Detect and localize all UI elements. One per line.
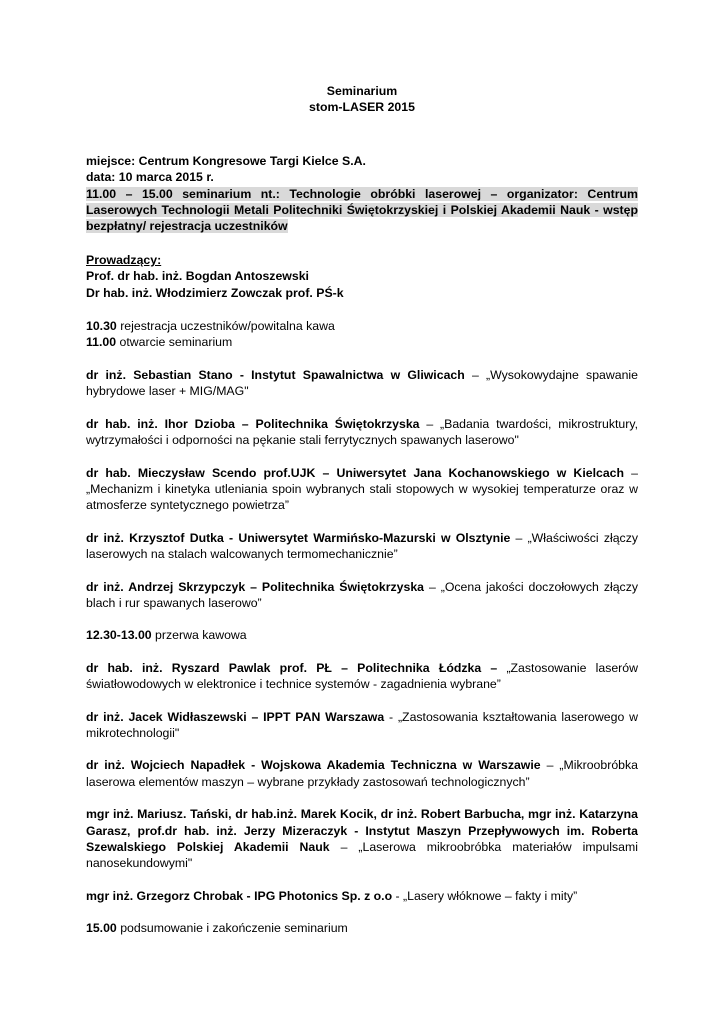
host-name: Prof. dr hab. inż. Bogdan Antoszewski <box>86 269 309 284</box>
break-time: 12.30-13.00 <box>86 628 152 643</box>
hosts-heading: Prowadzący: <box>86 252 162 267</box>
closing-item <box>86 920 638 936</box>
event-place: miejsce: Centrum Kongresowe Targi Kielce S.A. <box>86 153 366 168</box>
document-page <box>86 83 638 937</box>
talk-item <box>86 660 638 693</box>
talk-speaker: dr hab. Mieczysław Scendo prof.UJK – Uniwersytet Jana Kochanowskiego w Kielcach <box>86 465 625 480</box>
talk-title: – „Ocena jakości doczołowych złączy blach i rur spawanych laserowo” <box>86 579 638 610</box>
talk-item <box>86 579 638 612</box>
talk-title: - „Zastosowania kształtowania laserowego w mikrotechnologii" <box>86 709 639 740</box>
talk-speaker: dr hab. inż. Ryszard Pawlak prof. PŁ – Politechnika Łódzka – <box>86 660 498 675</box>
break-item <box>86 627 638 643</box>
talk-item <box>86 367 638 400</box>
talk-title: – „Laserowa mikroobróbka materiałów impulsami nanosekundowymi" <box>86 840 638 871</box>
talk-title: – „Badania twardości, mikrostruktury, wytrzymałości i odporności na pękanie stali ferrytycznych spawanych laserowo" <box>86 416 638 448</box>
talk-speaker: dr inż. Krzysztof Dutka - Uniwersytet Warmińsko-Mazurski w Olsztynie <box>86 530 511 545</box>
schedule-time: 10.30 <box>86 319 117 334</box>
talk-item <box>86 888 638 904</box>
host-name: Dr hab. inż. Włodzimierz Zowczak prof. PŚ-k <box>86 285 344 300</box>
talk-item <box>86 416 638 449</box>
talk-speaker: mgr inż. Mariusz. Tański, dr hab.inż. Marek Kocik, dr inż. Robert Barbucha, mgr inż. Katarzyna Garasz, prof.dr hab. inż. Jerzy Mizeraczyk - Instytut Maszyn Przepływowych im. Roberta Szewalskiego Polskiej Akademii Nauk <box>86 807 638 854</box>
talk-speaker: dr inż. Sebastian Stano - Instytut Spawalnictwa w Gliwicach <box>86 367 465 382</box>
closing-text: podsumowanie i zakończenie seminarium <box>116 921 348 936</box>
talk-speaker: dr inż. Jacek Widłaszewski – IPPT PAN Warszawa <box>86 709 385 724</box>
event-date: data: 10 marca 2015 r. <box>86 170 214 185</box>
schedule-text: rejestracja uczestników/powitalna kawa <box>116 319 335 334</box>
talk-item <box>86 530 638 563</box>
highlighted-seminar-text: 11.00 – 15.00 seminarium nt.: Technologie obróbki laserowej – organizator: Centrum Laserowych Technologii Metali Politechniki Świętokrzyskiej i Polskiej Akademii Nauk - wstęp bezpłatny/ rejestracja uczestników <box>86 186 638 234</box>
talk-title: – „Wysokowydajne spawanie hybrydowe laser + MIG/MAG" <box>86 367 638 399</box>
break-text: przerwa kawowa <box>151 628 247 643</box>
talk-speaker: dr hab. inż. Ihor Dzioba – Politechnika Świętokrzyska <box>86 416 420 431</box>
talk-title: – „Właściwości złączy laserowych na stalach walcowanych termomechanicznie” <box>86 530 638 562</box>
schedule-item <box>86 318 638 334</box>
schedule-item <box>86 334 638 350</box>
talk-item <box>86 465 638 514</box>
document-title: Seminarium <box>326 84 398 98</box>
schedule-text: otwarcie seminarium <box>116 335 233 350</box>
document-subtitle: stom-LASER 2015 <box>309 100 415 115</box>
talk-speaker: dr inż. Andrzej Skrzypczyk – Politechnika Świętokrzyska <box>86 579 425 594</box>
talk-title: - „Lasery włóknowe – fakty i mity” <box>392 888 578 903</box>
talk-speaker: dr inż. Wojciech Napadłek - Wojskowa Akademia Techniczna w Warszawie <box>86 758 541 773</box>
talk-speaker: mgr inż. Grzegorz Chrobak - IPG Photonics Sp. z o.o <box>86 888 393 903</box>
talk-item <box>86 709 638 742</box>
talk-item <box>86 806 638 872</box>
talk-title: – „Mechanizm i kinetyka utleniania spoin wybranych stali stopowych w wysokiej temperaturze oraz w atmosferze syntetycznego powietrza” <box>86 465 638 513</box>
schedule-time: 11.00 <box>86 335 117 350</box>
event-seminar-info <box>86 186 638 235</box>
talk-title: „Zastosowanie laserów światłowodowych w elektronice i technice systemów - zagadnienia wybrane” <box>86 660 638 692</box>
talk-item <box>86 757 638 790</box>
closing-time: 15.00 <box>86 921 117 936</box>
talk-title: – „Mikroobróbka laserowa elementów maszyn – wybrane przykłady zastosowań technologicznych” <box>86 758 638 789</box>
